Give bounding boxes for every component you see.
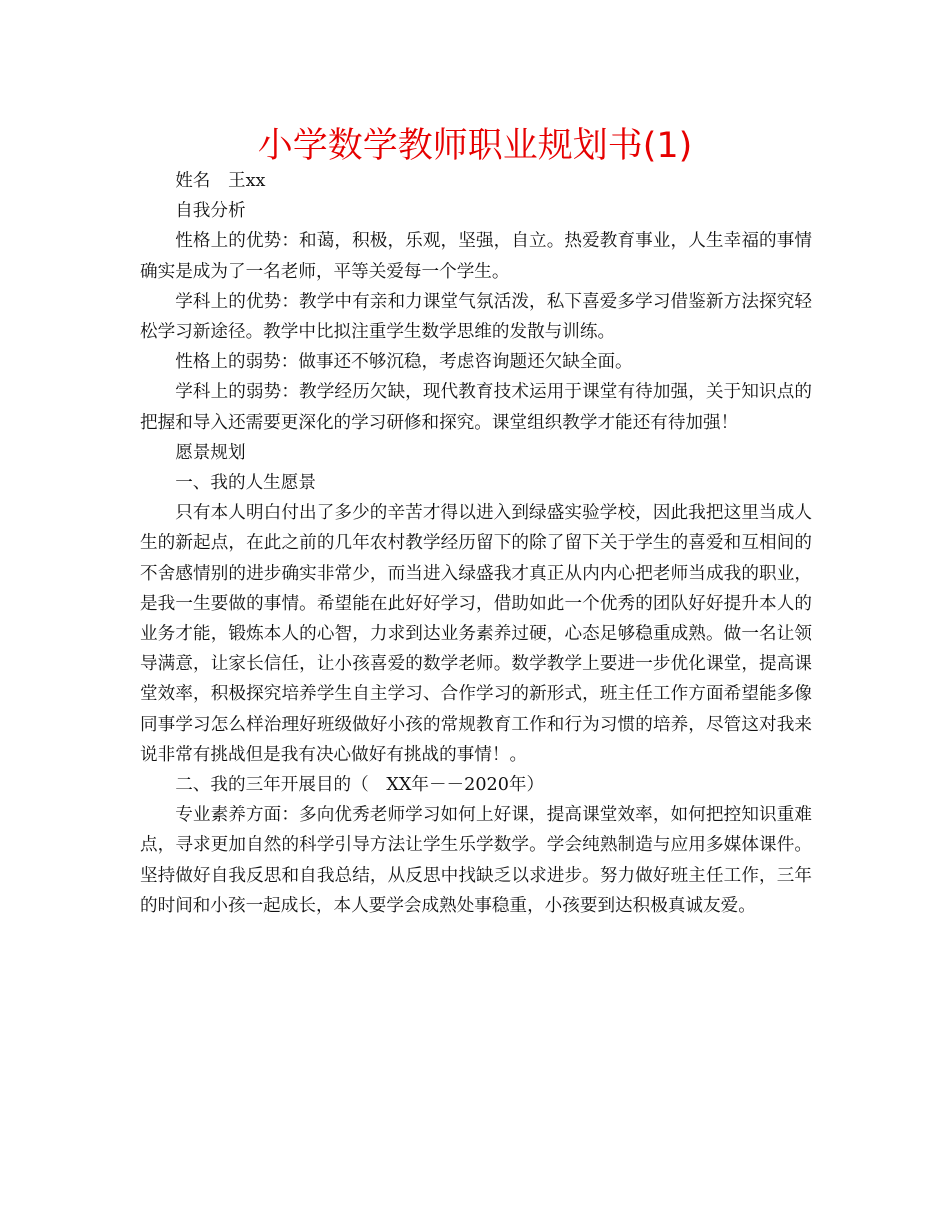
paragraph-professional-quality: 专业素养方面：多向优秀老师学习如何上好课，提高课堂效率，如何把控知识重难点，寻求更加自然的科学引导方法让学生乐学数学。学会纯熟制造与应用多媒体课件。坚持做好自我反思和自我总结，从反思中找缺乏以求进步。努力做好班主任工作，三年的时间和小孩一起成长，本人要学会成熟处事稳重，小孩要到达积极真诚友爱。 — [140, 805, 812, 916]
document-title: 小学数学教师职业规划书(1) — [257, 126, 693, 166]
paragraph-life-vision-heading: 一、我的人生愿景 — [175, 473, 316, 494]
paragraph-personality-strengths: 性格上的优势：和蔼，积极，乐观，坚强，自立。热爱教育事业，人生幸福的事情确实是成为了一名老师，平等关爱每一个学生。 — [140, 231, 812, 282]
paragraph-name: 姓名 王xx — [175, 171, 266, 191]
paragraph-three-year-goals-heading: 二、我的三年开展目的（ XX年－－2020年） — [175, 775, 545, 796]
paragraph-vision-heading: 愿景规划 — [175, 442, 246, 463]
paragraph-personality-weaknesses: 性格上的弱势：做事还不够沉稳，考虑咨询题还欠缺全面。 — [175, 352, 633, 373]
paragraph-subject-strengths: 学科上的优势：教学中有亲和力课堂气氛活泼，私下喜爱多学习借鉴新方法探究轻松学习新途径。教学中比拟注重学生数学思维的发散与训练。 — [140, 291, 812, 343]
paragraph-self-analysis-heading: 自我分析 — [175, 201, 246, 222]
paragraph-life-vision: 只有本人明白付出了多少的辛苦才得以进入到绿盛实验学校，因此我把这里当成人生的新起点，在此之前的几年农村教学经历留下的除了留下关于学生的喜爱和互相间的不舍感情别的进步确实非常少，而当进入绿盛我才真正从内内心把老师当成我的职业，是我一生要做的事情。希望能在此好好学习，借助如此一个优秀的团队好好提升本人的业务才能，锻炼本人的心智，力求到达业务素养过硬，心态足够稳重成熟。做一名让领导满意，让家长信任，让小孩喜爱的数学老师。数学教学上要进一步优化课堂，提高课堂效率，积极探究培养学生自主学习、合作学习的新形式，班主任工作方面希望能多像同事学习怎么样治理好班级做好小孩的常规教育工作和行为习惯的培养，尽管这对我来说非常有挑战但是我有决心做好有挑战的事情！。 — [140, 503, 812, 765]
document-body — [140, 166, 812, 921]
paragraph-subject-weaknesses: 学科上的弱势：教学经历欠缺，现代教育技术运用于课堂有待加强，关于知识点的把握和导入还需要更深化的学习研修和探究。课堂组织教学才能还有待加强！ — [140, 382, 812, 433]
